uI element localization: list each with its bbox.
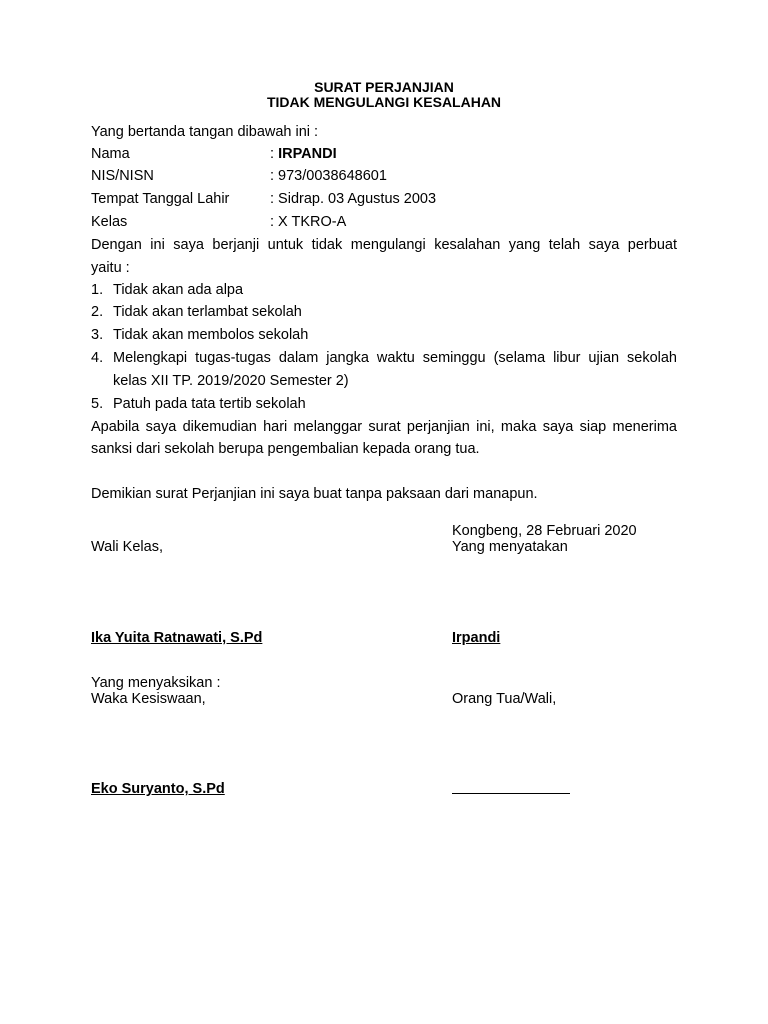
declarant-name: Irpandi xyxy=(452,630,501,646)
promise-number: 5. xyxy=(91,396,104,412)
intro-text: Yang bertanda tangan dibawah ini : xyxy=(91,124,319,140)
promise-item: Patuh pada tata tertib sekolah xyxy=(113,396,306,412)
statement-line-2: yaitu : xyxy=(91,260,130,276)
promise-number: 4. xyxy=(91,350,104,366)
nama-colon: : xyxy=(270,146,279,162)
nisn-label: NIS/NISN xyxy=(91,168,154,184)
promise-number: 2. xyxy=(91,304,104,320)
parent-role: Orang Tua/Wali, xyxy=(452,691,557,707)
statement-line-1: Dengan ini saya berjanji untuk tidak mengulangi kesalahan yang telah saya perbuat xyxy=(91,237,677,253)
letter-title: SURAT PERJANJIAN xyxy=(314,79,454,95)
nama-name: IRPANDI xyxy=(278,146,337,162)
letter-subtitle: TIDAK MENGULANGI KESALAHAN xyxy=(266,94,502,110)
ttl-value: : Sidrap. 03 Agustus 2003 xyxy=(270,191,437,207)
nama-value xyxy=(270,145,337,163)
wali-kelas-name: Ika Yuita Ratnawati, S.Pd xyxy=(91,630,263,646)
nama-label: Nama xyxy=(91,146,130,162)
place-date: Kongbeng, 28 Februari 2020 xyxy=(452,523,637,539)
consequence-line-2: sanksi dari sekolah berupa pengembalian kepada orang tua. xyxy=(91,441,480,457)
consequence-line-1: Apabila saya dikemudian hari melanggar surat perjanjian ini, maka saya siap menerima xyxy=(91,419,677,435)
declarant-role: Yang menyatakan xyxy=(452,539,568,555)
promise-item: Tidak akan terlambat sekolah xyxy=(113,304,302,320)
promise-item: Melengkapi tugas-tugas dalam jangka waktu seminggu (selama libur ujian sekolah xyxy=(113,350,677,366)
promise-item-continued: kelas XII TP. 2019/2020 Semester 2) xyxy=(113,373,349,389)
closing-statement: Demikian surat Perjanjian ini saya buat tanpa paksaan dari manapun. xyxy=(91,486,538,502)
promise-number: 3. xyxy=(91,327,104,343)
waka-kesiswaan-name: Eko Suryanto, S.Pd xyxy=(91,781,225,797)
kelas-value: : X TKRO-A xyxy=(270,214,347,230)
waka-kesiswaan-role: Waka Kesiswaan, xyxy=(91,691,206,707)
kelas-label: Kelas xyxy=(91,214,128,230)
ttl-label: Tempat Tanggal Lahir xyxy=(91,191,230,207)
promise-item: Tidak akan ada alpa xyxy=(113,282,244,298)
parent-signature-line xyxy=(452,793,570,794)
promise-item: Tidak akan membolos sekolah xyxy=(113,327,309,343)
promise-number: 1. xyxy=(91,282,104,298)
wali-kelas-role: Wali Kelas, xyxy=(91,539,163,555)
witness-intro: Yang menyaksikan : xyxy=(91,675,221,691)
nisn-value: : 973/0038648601 xyxy=(270,168,387,184)
